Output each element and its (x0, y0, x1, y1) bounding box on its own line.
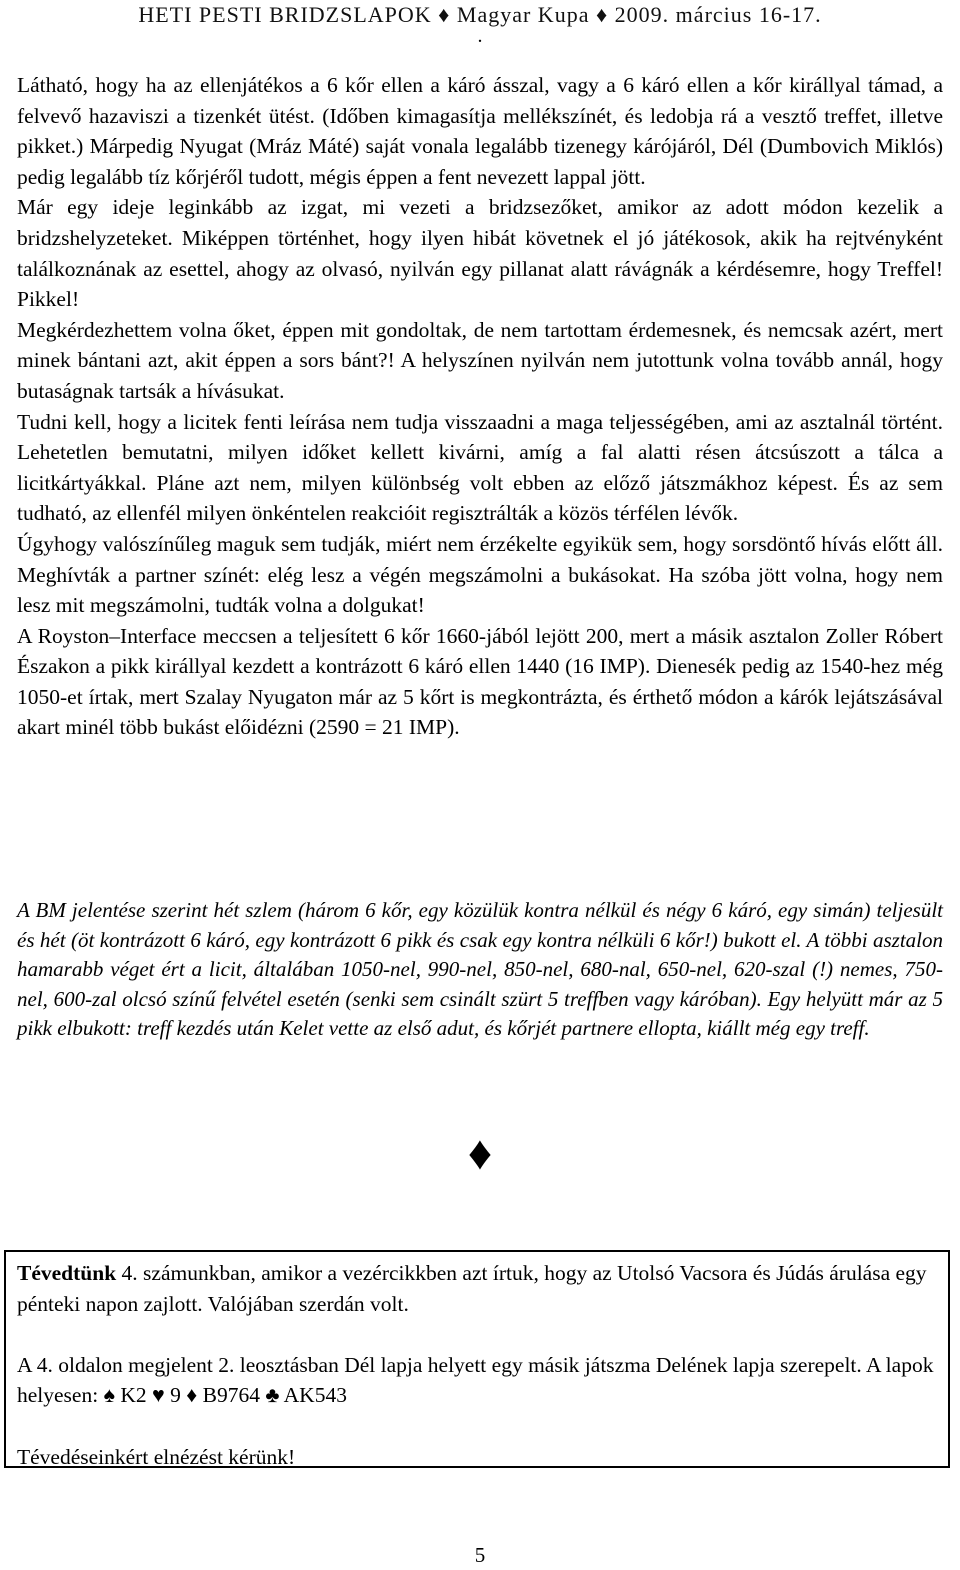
paragraph: Megkérdezhettem volna őket, éppen mit gondoltak, de nem tartottam érdemesnek, és nemcsak azért, mert minek bántani azt, akit éppen a sors bánt?! A helyszínen nyilván nem jutottunk volna tovább annál, hogy butaságnak tartsák a hívásukat. (17, 317, 943, 403)
paragraph: Úgyhogy valószínűleg maguk sem tudják, miért nem érzékelte egyikük sem, hogy sorsdöntő hívás előtt áll. Meghívták a partner színét: elég lesz a végén megszámolni a bukásokat. Ha szóba jött volna, hogy nem lesz mit megszámolni, tudták volna a dolgukat! (17, 531, 943, 618)
erratum-box (4, 1250, 950, 1468)
bm-report-note (17, 896, 943, 1044)
paragraph: Már egy ideje leginkább az izgat, mi vezeti a bridzsezőket, amikor az adott módon kezelik a bridzshelyzeteket. Miképpen történhet, hogy ilyen hibát követnek el jó játékosok, akik ha rejtvényként találkoznának az esettel, ahogy az olvasó, nyilván egy pillanat alatt rávágnák a kérdésemre, hogy Treffel! Pikkel! (17, 195, 943, 312)
paragraph: A Royston–Interface meccsen a teljesített 6 kőr 1660-jából lejött 200, mert a másik asztalon Zoller Róbert Északon a pikk királlyal kezdett a kontrázott 6 káró ellen 1440 (16 IMP). Dienesék pedig az 1540-hez még 1050-et írtak, mert Szalay Nyugaton már az 5 kőrt is megkontrázta, és érthető módon a kárók lejátszásával akart minél több bukást előidézni (2590 = 21 IMP). (17, 623, 943, 740)
article-body (17, 70, 943, 743)
header-dot: . (477, 25, 483, 47)
paragraph: Tudni kell, hogy a licitek fenti leírása nem tudja visszaadni a maga teljességében, ami az asztalnál történt. Lehetetlen bemutatni, milyen időket kellett kivárni, amíg a fal alatti résen átcsúszott a tálca a licitkártyákkal. Pláne azt nem, milyen különbség volt ebben az előző játszmákhoz képest. És az sem tudható, az ellenfél milyen önkéntelen reakcióit regisztrálták a közös térfélen lévők. (17, 409, 943, 526)
erratum-line-3: Tévedéseinkért elnézést kérünk! (17, 1444, 296, 1469)
erratum-line-1 (17, 1258, 937, 1319)
paragraph: Látható, hogy ha az ellenjátékos a 6 kőr ellen a káró ásszal, vagy a 6 káró ellen a kőr királlyal támad, a felvevő hazaviszi a tizenkét ütést. (Időben kimagasítja mellékszínét, és ledobja rá a vesztő treffet, illetve pikket.) Márpedig Nyugat (Mráz Máté) saját vonala legalább tizenegy kárójáról, Dél (Dumbovich Miklós) pedig legalább tíz kőrjéről tudott, mégis éppen a fent nevezett lappal jött. (17, 73, 943, 189)
running-header: HETI PESTI BRIDZSLAPOK ♦ Magyar Kupa ♦ 2009. március 16-17. (138, 2, 822, 27)
erratum-bold-word: Tévedtünk (17, 1261, 117, 1285)
page-number: 5 (474, 1543, 486, 1567)
erratum-line-1-text: 4. számunkban, amikor a vezércikkben azt írtuk, hogy az Utolsó Vacsora és Júdás árulása egy pénteki napon zajlott. Valójában szerdán volt. (17, 1261, 927, 1316)
erratum-line-2: A 4. oldalon megjelent 2. leosztásban Dél lapja helyett egy másik játszma Delének lapja szerepelt. A lapok helyesen: ♠ K2 ♥ 9 ♦ B9764 ♣ AK543 (17, 1352, 934, 1408)
diamond-ornament-icon: ♦ (467, 1127, 493, 1180)
italic-paragraph: A BM jelentése szerint hét szlem (három 6 kőr, egy közülük kontra nélkül és négy 6 káró, egy simán) teljesült és hét (öt kontrázott 6 káró, egy kontrázott 6 pikk és csak egy kontra nélküli 6 kőr!) bukott el. A többi asztalon hamarabb véget ért a licit, általában 1050-nel, 990-nel, 850-nel, 680-nal, 650-nel, 620-szal (!) nemes, 750-nel, 600-zal olcsó színű felvétel esetén (senki sem csinált szürt 5 treffben vagy káróban). Egy helyütt már az 5 pikk elbukott: treff kezdés után Kelet vette az első adut, és kőrjét partnere ellopta, kiállt még egy treff. (17, 898, 943, 1041)
